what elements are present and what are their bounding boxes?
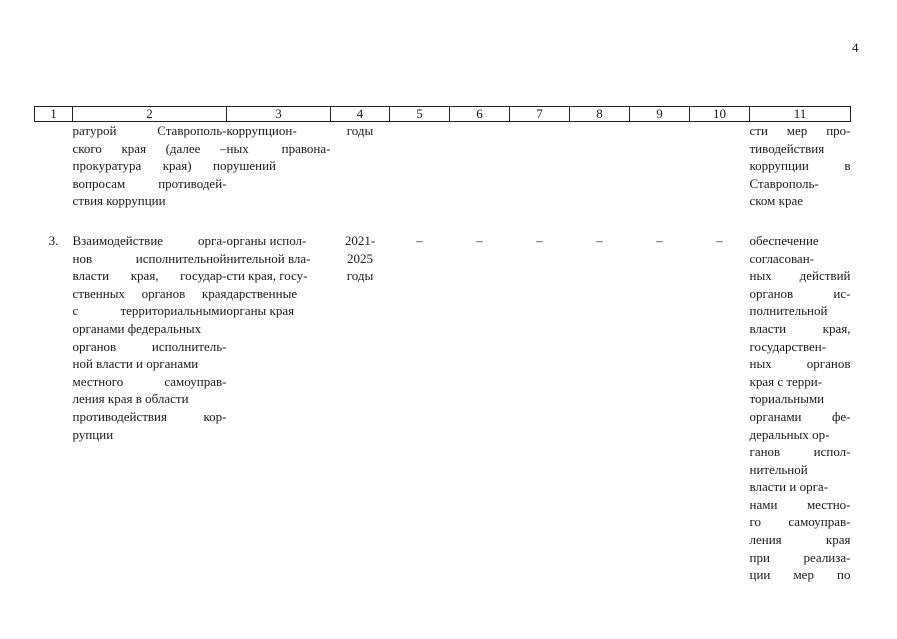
cell-5: –: [416, 232, 423, 248]
executor-text: коррупцион- ных правона- рушений: [226, 123, 331, 174]
cell-10: [690, 122, 750, 232]
cell-5: [390, 122, 450, 232]
header-cell: 7: [510, 107, 570, 122]
header-cell: 11: [750, 107, 851, 122]
header-cell: 8: [570, 107, 630, 122]
cell-6: [450, 122, 510, 232]
header-cell: 4: [331, 107, 390, 122]
result-text: обеспечение согласован- ных действий органов ис- полнительной власти края, государствен- ных органов края с терри- ториальными органами фе- деральных ор- ганов испол- нительной власти и орга- нами местно- го самоуправ- ления края при реализа- ции мер по: [749, 232, 851, 583]
cell-7: [510, 122, 570, 232]
header-cell: 3: [227, 107, 331, 122]
header-cell: 9: [630, 107, 690, 122]
period-text: 2021- 2025 годы: [344, 232, 376, 284]
header-cell: 5: [390, 107, 450, 122]
cell-6: –: [476, 232, 483, 248]
executor-text: органы испол- нительной вла- сти края, госу- дарственные органы края: [226, 232, 311, 319]
page-number: 4: [852, 40, 859, 55]
cell-10: –: [716, 232, 723, 248]
table-row: [35, 122, 851, 232]
measure-text: Взаимодействие орга- нов исполнительной власти края, государ- ственных органов края с территориальными органами федеральных органов исполнитель- ной власти и органами местного самоуправ- ления края в области противодействия кор- рупции: [72, 232, 227, 442]
result-text: сти мер про- тиводействия коррупции в Ставрополь- ском крае: [749, 123, 851, 209]
measures-table: [34, 106, 851, 584]
period-text: годы: [346, 123, 374, 138]
header-cell: 6: [450, 107, 510, 122]
cell-7: –: [536, 232, 543, 248]
cell-8: –: [596, 232, 603, 248]
cell-8: [570, 122, 630, 232]
cell-9: [630, 122, 690, 232]
header-row: [35, 107, 851, 122]
table-row: [35, 232, 851, 584]
header-cell: 10: [690, 107, 750, 122]
cell-9: –: [656, 232, 663, 248]
header-cell: 1: [35, 107, 73, 122]
header-cell: 2: [73, 107, 227, 122]
row-number: 3.: [48, 232, 59, 248]
row-number: [35, 122, 73, 232]
measure-text: ратурой Ставрополь- ского края (далее – прокуратура края) по вопросам противодей- ствия коррупции: [72, 123, 227, 209]
